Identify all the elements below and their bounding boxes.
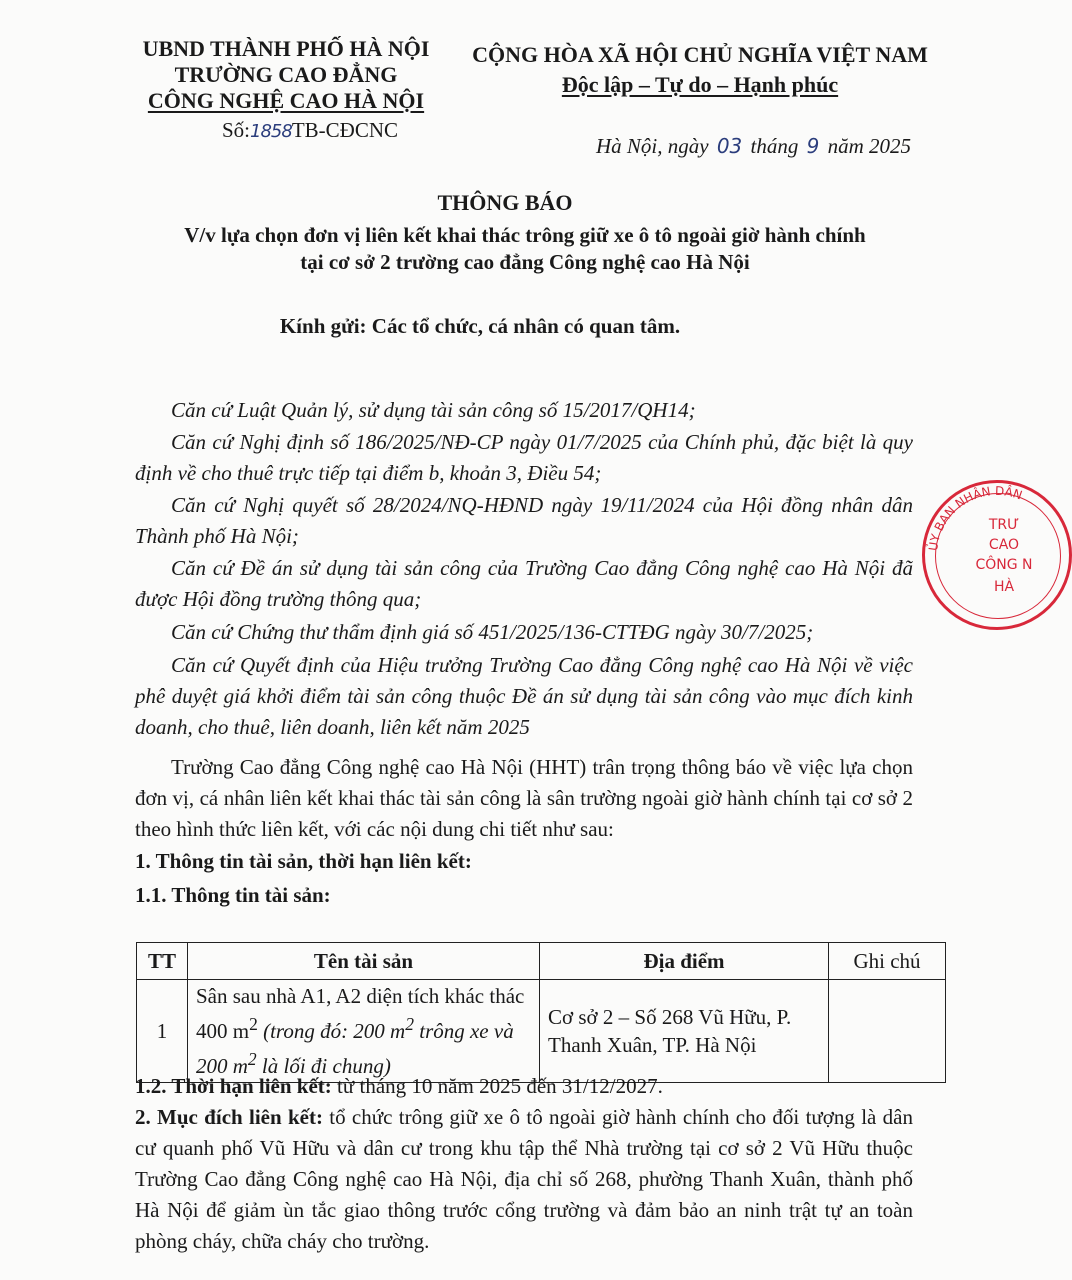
table-row [137, 980, 946, 1083]
table-header-row [137, 943, 946, 980]
asset-detail-b: trông xe và 200 m [196, 1019, 514, 1078]
section-1-1-heading: 1.1. Thông tin tài sản: [135, 883, 331, 907]
cell-asset-name [188, 980, 540, 1083]
document-number-suffix: TB-CĐCNC [291, 118, 399, 142]
issuer-name-line2: CÔNG NGHỆ CAO HÀ NỘI [147, 88, 425, 113]
asset-detail-sup-b: 2 [247, 1049, 257, 1069]
asset-detail-a: (trong đó: 200 m [257, 1019, 406, 1043]
cell-location: Cơ sở 2 – Số 268 Vũ Hữu, P. Thanh Xuân, TP. Hà Nội [540, 980, 829, 1083]
date-prefix: Hà Nội, ngày [596, 134, 709, 158]
stamp-line3: CÔNG N [975, 557, 1033, 573]
stamp-arc-label: ỦY BAN NHÂN DÂN [926, 483, 1025, 552]
legal-basis-5: Căn cứ Chứng thư thẩm định giá số 451/2025/136-CTTĐG ngày 30/7/2025; [171, 620, 814, 644]
asset-detail-sup-a: 2 [405, 1014, 414, 1034]
issuer-parent: UBND THÀNH PHỐ HÀ NỘI [142, 36, 430, 61]
date-year: năm 2025 [827, 134, 912, 158]
issuer-block [118, 36, 454, 114]
asset-detail-c: là lối đi chung) [256, 1054, 391, 1078]
official-stamp [922, 480, 1072, 630]
document-number-prefix: Số: [222, 118, 251, 142]
cell-tt: 1 [137, 980, 188, 1083]
date-month: 9 [806, 134, 820, 158]
national-motto: Độc lập – Tự do – Hạnh phúc [561, 72, 839, 97]
col-header-note: Ghi chú [829, 943, 946, 980]
national-name: CỘNG HÒA XÃ HỘI CHỦ NGHĨA VIỆT NAM [472, 42, 928, 67]
legal-basis-1: Căn cứ Luật Quản lý, sử dụng tài sản công số 15/2017/QH14; [171, 398, 696, 422]
asset-name-text: Sân sau nhà A1, A2 diện tích khác thác 400 m [196, 984, 525, 1043]
subject-line1: V/v lựa chọn đơn vị liên kết khai thác trông giữ xe ô tô ngoài giờ hành chính [184, 223, 866, 247]
document-number-handwritten: 1858 [250, 121, 292, 142]
section-1-2-text: từ tháng 10 năm 2025 đến 31/12/2027. [331, 1074, 663, 1098]
stamp-line4: HÀ [993, 579, 1015, 595]
legal-basis-6: Căn cứ Quyết định của Hiệu trưởng Trường Cao đẳng Công nghệ cao Hà Nội về việc phê duyệt giá khởi điểm tài sản công thuộc Đề án sử dụng tài sản công vào mục đích kinh doanh, cho thuê, liên doanh, liên kết năm 2025 [135, 653, 913, 739]
document-title: THÔNG BÁO [437, 190, 573, 215]
asset-area-sup: 2 [249, 1014, 258, 1034]
date-month-label: tháng [750, 134, 799, 158]
stamp-line2: CAO [988, 537, 1020, 553]
recipients: Kính gửi: Các tổ chức, cá nhân có quan tâm. [279, 314, 681, 338]
subject-line2: tại cơ sở 2 trường cao đẳng Công nghệ cao Hà Nội [300, 250, 750, 274]
legal-basis-4: Căn cứ Đề án sử dụng tài sản công của Trường Cao đẳng Công nghệ cao Hà Nội đã được Hội đồng trường thông qua; [135, 556, 913, 611]
section-2 [135, 1102, 913, 1257]
col-header-name: Tên tài sản [188, 943, 540, 980]
issue-date [596, 134, 911, 159]
section-1-2 [135, 1071, 913, 1102]
national-header [470, 40, 930, 100]
document-subject [130, 222, 920, 276]
cell-note [829, 980, 946, 1083]
issuer-name-line1: TRƯỜNG CAO ĐẲNG [174, 62, 398, 87]
stamp-line1: TRƯ [988, 517, 1020, 533]
intro-paragraph: Trường Cao đẳng Công nghệ cao Hà Nội (HHT) trân trọng thông báo về việc lựa chọn đơn vị, cá nhân liên kết khai thác tài sản công là sân trường ngoài giờ hành chính tại cơ sở 2 theo hình thức liên kết, với các nội dung chi tiết như sau: [135, 755, 913, 841]
asset-table [136, 942, 946, 1083]
stamp-arc-text [922, 480, 1072, 630]
section-1-2-label: 1.2. Thời hạn liên kết: [135, 1074, 332, 1098]
col-header-location: Địa điểm [540, 943, 829, 980]
col-header-tt: TT [137, 943, 188, 980]
date-day: 03 [716, 134, 743, 158]
section-2-label: 2. Mục đích liên kết: [135, 1105, 323, 1129]
legal-basis-3: Căn cứ Nghị quyết số 28/2024/NQ-HĐND ngày 19/11/2024 của Hội đồng nhân dân Thành phố Hà Nội; [135, 493, 913, 548]
section-1-heading: 1. Thông tin tài sản, thời hạn liên kết: [135, 849, 472, 873]
document-number [222, 118, 398, 143]
legal-basis-2: Căn cứ Nghị định số 186/2025/NĐ-CP ngày 01/7/2025 của Chính phủ, đặc biệt là quy định về cho thuê trực tiếp tại điểm b, khoản 3, Điều 54; [135, 430, 913, 485]
section-2-text: tổ chức trông giữ xe ô tô ngoài giờ hành chính cho đối tượng là dân cư quanh phố Vũ Hữu và dân cư trong khu tập thể Nhà trường tại cơ sở 2 Vũ Hữu thuộc Trường Cao đẳng Công nghệ cao Hà Nội, địa chỉ số 268, phường Thanh Xuân, thành phố Hà Nội để giảm ùn tắc giao thông trước cổng trường và đảm bảo an ninh trật tự an toàn phòng cháy, chữa cháy cho trường. [135, 1105, 913, 1253]
